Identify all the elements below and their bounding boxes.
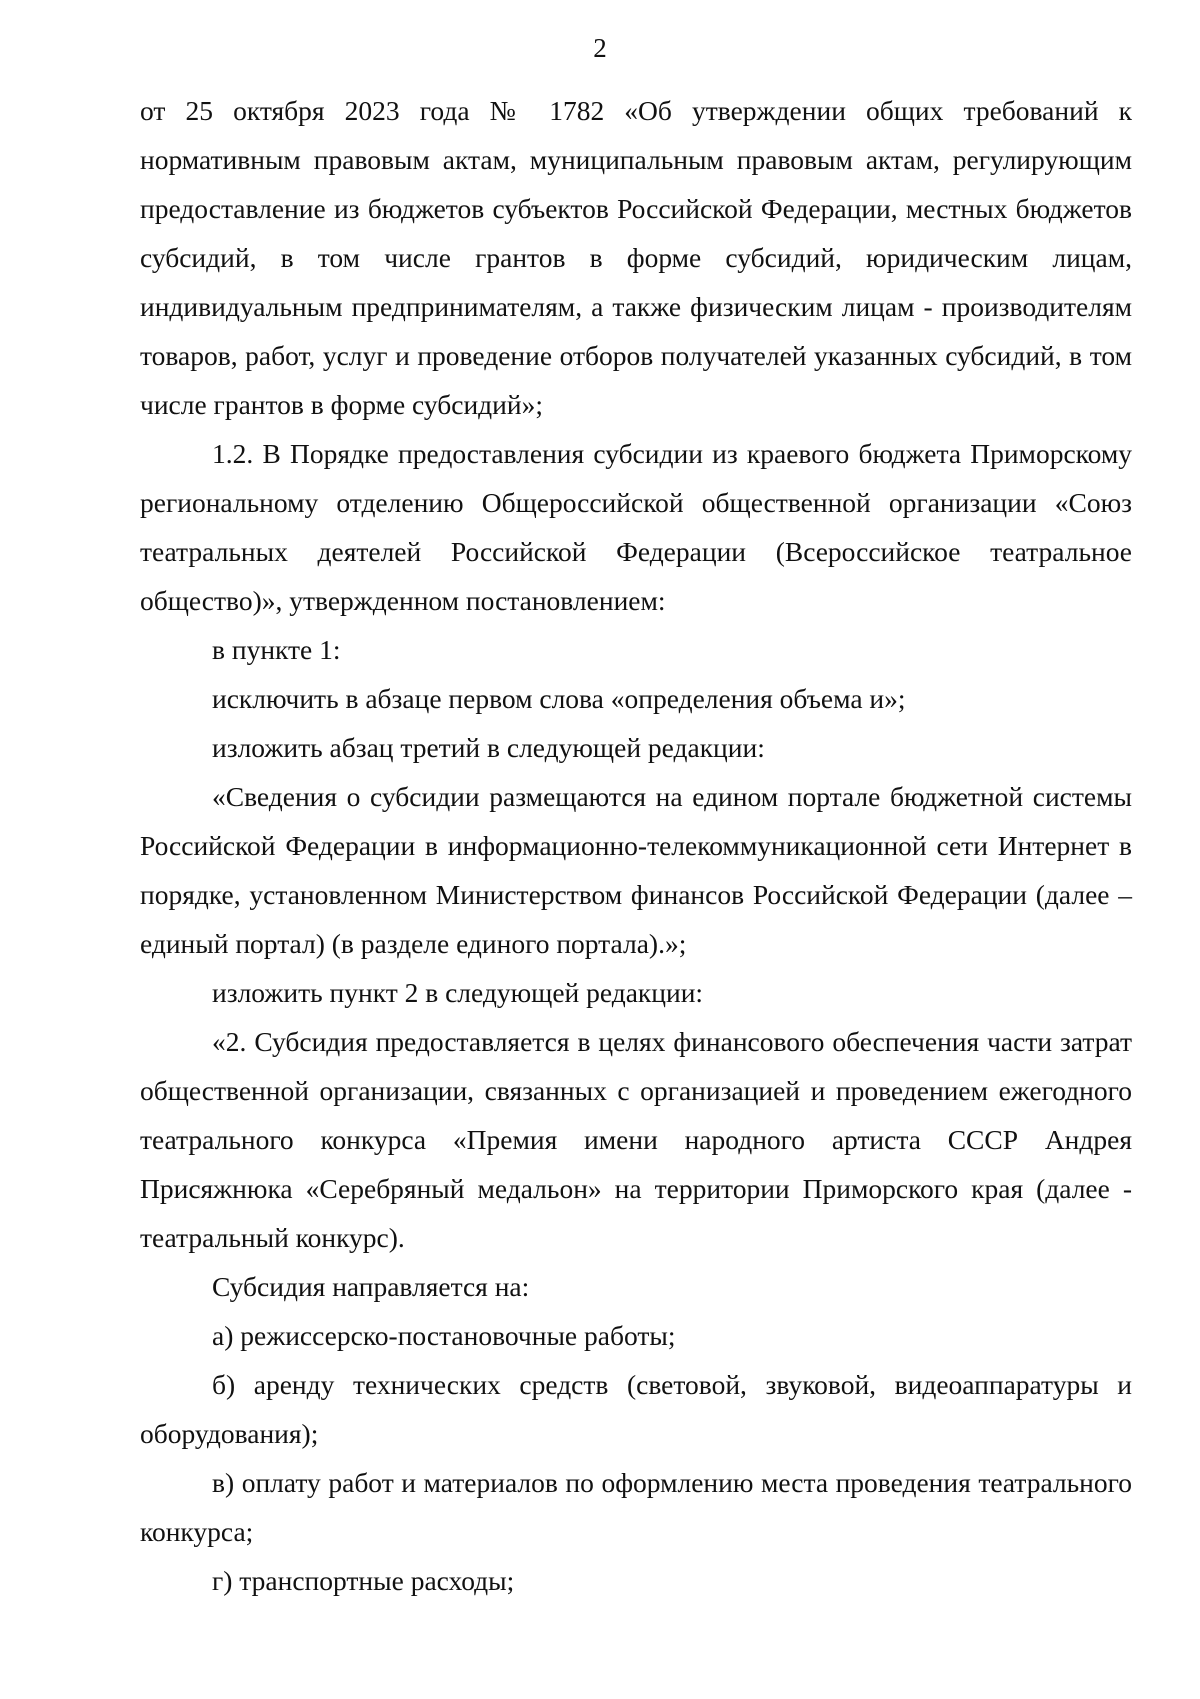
paragraph-8: «2. Субсидия предоставляется в целях финансового обеспечения части затрат общественной организации, связанных с организацией и проведением ежегодного театрального конкурса «Премия имени народного артиста СССР Андрея Присяжнюка «Серебряный медальон» на территории Приморского края (далее - театральный конкурс). (140, 1026, 1132, 1253)
paragraph-5: изложить абзац третий в следующей редакции: (212, 732, 765, 763)
list-item-v: в) оплату работ и материалов по оформлению места проведения театрального конкурса; (140, 1467, 1132, 1547)
paragraph-7: изложить пункт 2 в следующей редакции: (212, 977, 704, 1008)
paragraph-9: Субсидия направляется на: (212, 1271, 530, 1302)
paragraph-2: 1.2. В Порядке предоставления субсидии из краевого бюджета Приморскому региональному отделению Общероссийской общественной организации «Союз театральных деятелей Российской Федерации (Всероссийское театральное общество)», утвержденном постановлением: (140, 438, 1132, 616)
document-body (140, 86, 1132, 1605)
paragraph-3: в пункте 1: (212, 634, 341, 665)
list-item-g: г) транспортные расходы; (212, 1565, 515, 1596)
list-item-a: а) режиссерско-постановочные работы; (212, 1320, 676, 1351)
paragraph-1: от 25 октября 2023 года № 1782 «Об утверждении общих требований к нормативным правовым актам, муниципальным правовым актам, регулирующим предоставление из бюджетов субъектов Российской Федерации, местных бюджетов субсидий, в том числе грантов в форме субсидий, юридическим лицам, индивидуальным предпринимателям, а также физическим лицам - производителям товаров, работ, услуг и проведение отборов получателей указанных субсидий, в том числе грантов в форме субсидий»; (140, 95, 1132, 420)
page-number: 2 (593, 33, 607, 63)
list-item-b: б) аренду технических средств (световой, звуковой, видеоаппаратуры и оборудования); (140, 1369, 1132, 1449)
paragraph-4: исключить в абзаце первом слова «определения объема и»; (212, 683, 906, 714)
paragraph-6: «Сведения о субсидии размещаются на едином портале бюджетной системы Российской Федерации в информационно-телекоммуникационной сети Интернет в порядке, установленном Министерством финансов Российской Федерации (далее – единый портал) (в разделе единого портала).»; (140, 781, 1132, 959)
